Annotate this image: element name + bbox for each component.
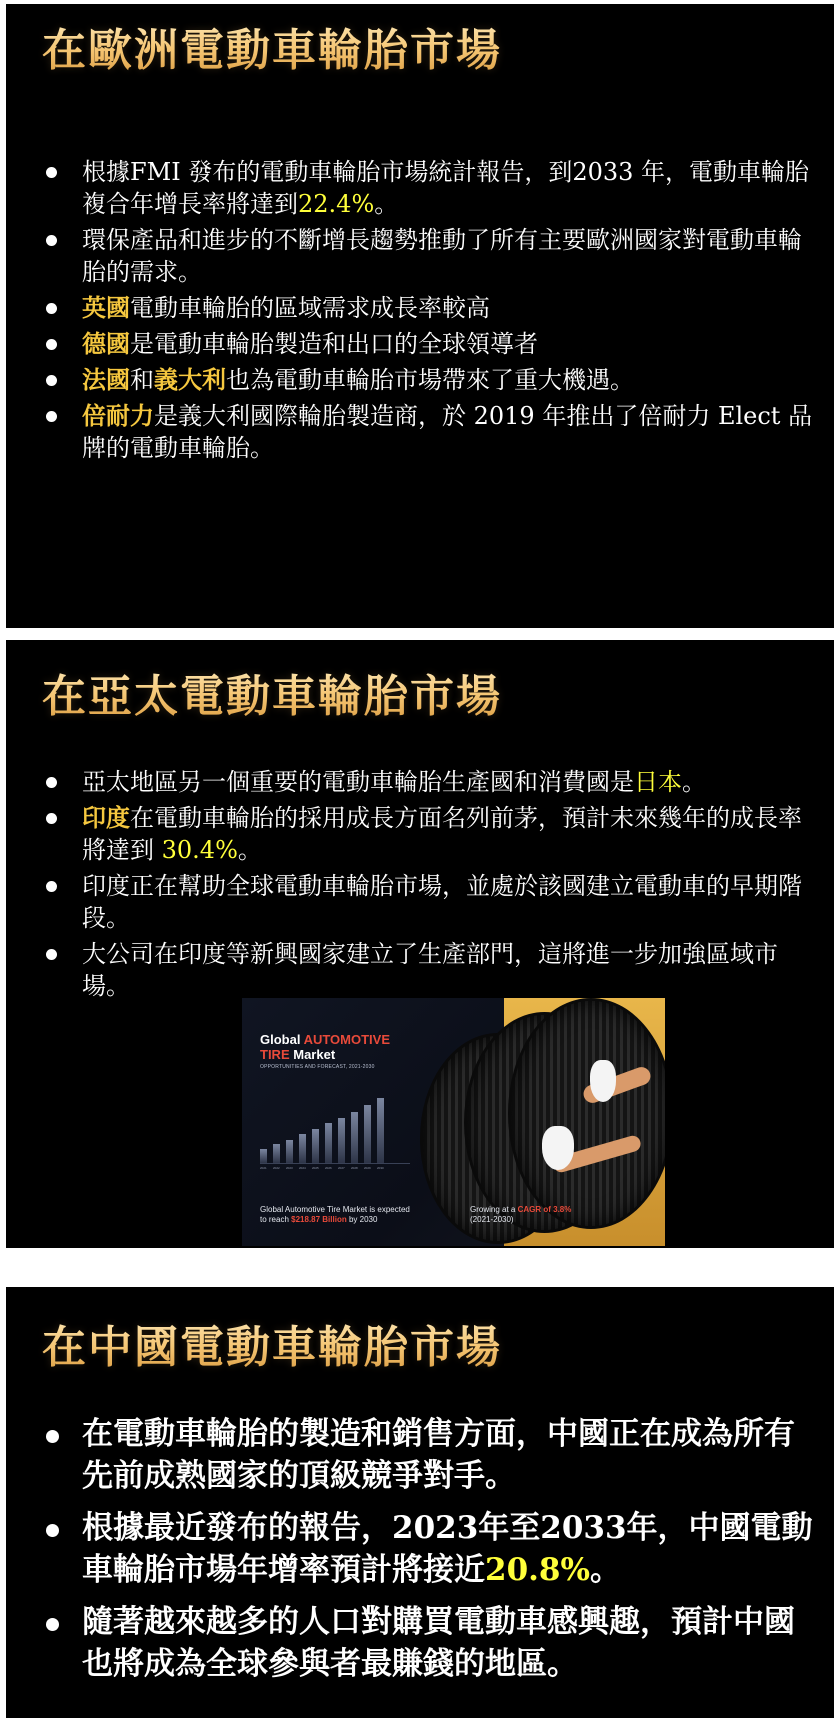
bullet-text: 根據最近發布的報告，2023年至2033年，中國電動車輪胎市場年增率預計將接近	[82, 1510, 813, 1588]
bullet-item	[46, 870, 824, 934]
mini-year-label: 2028	[351, 1166, 358, 1170]
image-caption-right	[470, 1205, 571, 1225]
bullet-dot-icon	[46, 777, 57, 788]
slide-title: 在中國電動車輪胎市場	[42, 1311, 502, 1375]
caption-text: to reach	[260, 1215, 292, 1224]
mini-year-label: 2026	[325, 1166, 332, 1170]
highlight-text: 印度	[82, 803, 130, 832]
slide-title: 在歐洲電動車輪胎市場	[42, 14, 502, 78]
bullet-text: 根據FMI 發布的電動車輪胎市場統計報告，到2033 年，電動車輪胎複合年增長率將達到	[82, 158, 810, 218]
bullet-item	[46, 400, 824, 464]
bullet-item	[46, 1413, 824, 1497]
bullet-dot-icon	[46, 235, 57, 246]
bullet-text: 印度正在幫助全球電動車輪胎市場，並處於該國建立電動車的早期階段。	[82, 872, 802, 932]
bullet-list	[46, 766, 824, 1006]
bullet-item	[46, 156, 824, 220]
slide-asia-pacific	[6, 640, 834, 1248]
bullet-item	[46, 802, 824, 866]
bullet-list	[46, 1413, 824, 1695]
mini-bar	[351, 1112, 358, 1163]
highlight-text: 義大利	[154, 365, 226, 394]
bullet-text: 是電動車輪胎製造和出口的全球領導者	[130, 330, 538, 358]
mini-year-label: 2029	[364, 1166, 371, 1170]
bullet-dot-icon	[46, 1524, 59, 1537]
highlight-text: 德國	[82, 329, 130, 358]
bullet-dot-icon	[46, 949, 57, 960]
image-caption-left	[260, 1205, 410, 1225]
bullet-dot-icon	[46, 813, 57, 824]
highlight-text: 英國	[82, 293, 130, 322]
bullet-dot-icon	[46, 881, 57, 892]
slide-title: 在亞太電動車輪胎市場	[42, 660, 502, 724]
highlight-text: 30.4%	[161, 836, 238, 864]
bullet-text: 電動車輪胎的區域需求成長率較高	[130, 294, 490, 322]
bullet-dot-icon	[46, 411, 57, 422]
bullet-dot-icon	[46, 1430, 59, 1443]
bullet-item	[46, 1507, 824, 1591]
mini-bar	[273, 1144, 280, 1163]
caption-text: (2021-2030)	[470, 1215, 514, 1224]
caption-text: Growing at a	[470, 1205, 518, 1214]
bullet-item	[46, 292, 824, 324]
image-title-accent: TIRE	[260, 1047, 290, 1062]
mini-bar	[377, 1098, 384, 1163]
bullet-dot-icon	[46, 339, 57, 350]
caption-text: Global Automotive Tire Market is expected	[260, 1205, 410, 1214]
mini-bar	[338, 1118, 345, 1163]
mini-bar	[286, 1140, 293, 1163]
bullet-text: 是義大利國際輪胎製造商，於 2019 年推出了倍耐力 Elect 品牌的電動車輪胎。	[82, 402, 813, 462]
mini-year-label: 2022	[273, 1166, 280, 1170]
mini-year-label: 2021	[260, 1166, 267, 1170]
image-title-part: Global	[260, 1032, 304, 1047]
bullet-item	[46, 938, 824, 1002]
mini-bar	[312, 1129, 319, 1163]
bullet-item	[46, 224, 824, 288]
highlight-text: 22.4%	[298, 190, 375, 218]
highlight-text: 日本	[634, 768, 682, 796]
bullet-text: 。	[374, 190, 399, 218]
tire-market-image	[242, 998, 665, 1246]
bullet-dot-icon	[46, 1618, 59, 1631]
mini-bar	[299, 1134, 306, 1163]
highlight-text: 倍耐力	[82, 401, 154, 430]
bullet-dot-icon	[46, 303, 57, 314]
mini-year-label: 2025	[312, 1166, 319, 1170]
worker-glove	[590, 1060, 616, 1102]
bullet-item	[46, 766, 824, 798]
image-title-accent: AUTOMOTIVE	[303, 1032, 391, 1047]
bullet-text: 在電動車輪胎的採用成長方面名列前茅，預計未來幾年的成長率將達到	[82, 804, 802, 864]
image-title-part: Market	[289, 1047, 336, 1062]
caption-value: CAGR of 3.8%	[517, 1205, 572, 1214]
bullet-text: 亞太地區另一個重要的電動車輪胎生產國和消費國是	[82, 768, 634, 796]
bullet-text: 。	[682, 768, 706, 796]
worker-glove	[542, 1126, 574, 1170]
bullet-dot-icon	[46, 167, 57, 178]
caption-value: $218.87 Billion	[291, 1215, 347, 1224]
image-subtitle: OPPORTUNITIES AND FORECAST, 2021-2030	[260, 1064, 375, 1070]
bullet-item	[46, 1601, 824, 1685]
bullet-text: 。	[237, 836, 262, 864]
mini-year-label: 2023	[286, 1166, 293, 1170]
bullet-text: 在電動車輪胎的製造和銷售方面，中國正在成為所有先前成熟國家的頂級競爭對手。	[82, 1416, 795, 1494]
highlight-text: 20.8%	[485, 1552, 590, 1588]
mini-year-label: 2030	[377, 1166, 384, 1170]
mini-year-label: 2027	[338, 1166, 345, 1170]
bullet-text: 也為電動車輪胎市場帶來了重大機遇。	[226, 366, 634, 394]
bullet-item	[46, 364, 824, 396]
bullet-text: 隨著越來越多的人口對購買電動車感興趣，預計中國也將成為全球參與者最賺錢的地區。	[82, 1604, 795, 1682]
mini-bar-chart	[260, 1088, 410, 1164]
tire-graphic	[508, 998, 665, 1229]
bullet-text: 和	[130, 366, 154, 394]
highlight-text: 法國	[82, 365, 130, 394]
mini-bar	[260, 1149, 267, 1163]
mini-year-label: 2024	[299, 1166, 306, 1170]
bullet-list	[46, 156, 824, 468]
slide-europe	[6, 4, 834, 628]
bullet-text: 環保產品和進步的不斷增長趨勢推動了所有主要歐洲國家對電動車輪胎的需求。	[82, 226, 802, 286]
image-title	[260, 1032, 390, 1062]
bullet-item	[46, 328, 824, 360]
mini-bar	[364, 1105, 371, 1163]
bullet-dot-icon	[46, 375, 57, 386]
caption-text: by 2030	[346, 1215, 378, 1224]
slide-china	[6, 1287, 834, 1718]
bullet-text: 大公司在印度等新興國家建立了生產部門，這將進一步加強區域市場。	[82, 940, 778, 1000]
mini-bar	[325, 1123, 332, 1163]
mini-bar-years	[260, 1166, 410, 1170]
bullet-text: 。	[589, 1552, 621, 1588]
